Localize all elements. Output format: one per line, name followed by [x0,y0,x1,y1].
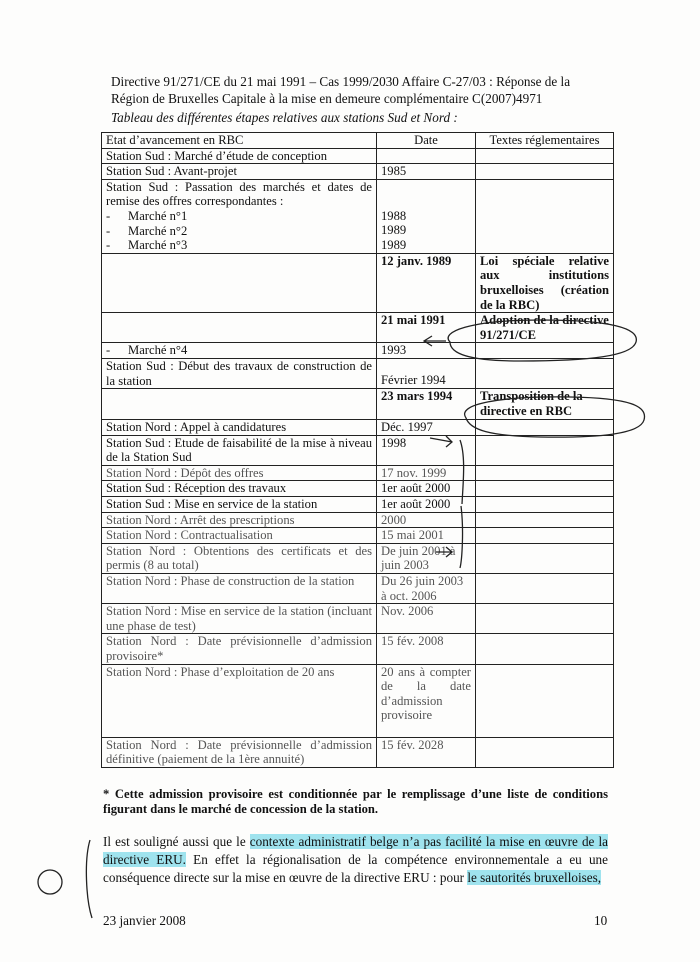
cell-textes [476,634,614,664]
cell-date: 21 mai 1991 [377,313,476,343]
table-row [102,574,614,604]
footnote: * Cette admission provisoire est conditionnée par le remplissage d’une liste de conditions figurant dans le marché de concession de la station. [103,787,608,816]
cell-etat [102,179,377,253]
table-row [102,664,614,737]
cell-textes [476,737,614,767]
cell-etat: Station Sud : Début des travaux de construction de la station [102,358,377,388]
cell-textes [476,512,614,528]
margin-bracket [86,840,92,918]
cell-date: 2000 [377,512,476,528]
cell-date: Nov. 2006 [377,604,476,634]
table-row [102,420,614,436]
header-date: Date [377,133,476,149]
cell-textes [476,420,614,436]
cell-date [377,179,476,253]
marche-date: 1989 [381,223,407,238]
marche-label: Marché n°1 [128,208,188,223]
cell-date [377,148,476,164]
cell-date: 1985 [377,164,476,180]
table-row [102,313,614,343]
cell-textes: Transposition de la directive en RBC [476,389,614,420]
table-row [102,737,614,767]
footer-date: 23 janvier 2008 [103,913,186,928]
table-row [102,497,614,513]
table-row [102,253,614,312]
cell-date: 15 fév. 2008 [377,634,476,664]
table-row [102,465,614,481]
cell-etat: Station Sud : Mise en service de la station [102,497,377,513]
marche-label: Marché n°3 [128,238,188,253]
cell-textes [476,179,614,253]
cell-textes [476,465,614,481]
cell-etat: Station Nord : Contractualisation [102,528,377,544]
margin-circle-mark [38,870,62,894]
document-header [111,73,631,107]
cell-etat [102,389,377,420]
stages-table [101,132,614,768]
cell-textes [476,543,614,573]
date-value: Février 1994 [381,372,446,387]
cell-etat: Station Nord : Arrêt des prescriptions [102,512,377,528]
table-row [102,389,614,420]
cell-date: 1er août 2000 [377,481,476,497]
marches-intro: Station Sud : Passation des marchés et dates de remise des offres correspondantes : [106,179,372,209]
cell-date: Du 26 juin 2003 à oct. 2006 [377,574,476,604]
cell-etat: Station Sud : Avant-projet [102,164,377,180]
cell-etat: Station Nord : Date prévisionnelle d’admission provisoire* [102,634,377,664]
cell-etat: Station Nord : Phase de construction de la station [102,574,377,604]
marche-item: - Marché n°3 [106,238,188,253]
header-textes: Textes réglementaires [476,133,614,149]
table-row [102,343,614,359]
cell-etat: Station Sud : Marché d’étude de conception [102,148,377,164]
cell-etat: Station Nord : Mise en service de la station (incluant une phase de test) [102,604,377,634]
table-row [102,634,614,664]
highlighted-text: contexte administratif belge n’a pas facilité la mise en œuvre de la directive ERU. [103,834,608,867]
cell-textes [476,664,614,737]
table-header-row [102,133,614,149]
paragraph-text: Il est souligné aussi que le [103,834,250,849]
cell-etat: Station Nord : Obtentions des certificats et des permis (8 au total) [102,543,377,573]
marche-item: - Marché n°1 [106,208,188,223]
cell-textes [476,358,614,388]
table-row [102,164,614,180]
cell-date: De juin 2001 à juin 2003 [377,543,476,573]
cell-etat: Station Nord : Appel à candidatures [102,420,377,436]
cell-date: 20 ans à compter de la date d’admission provisoire [377,664,476,737]
cell-date: 23 mars 1994 [377,389,476,420]
marche-label: Marché n°4 [128,343,188,358]
cell-textes [476,343,614,359]
cell-textes [476,481,614,497]
marche-label: Marché n°2 [128,223,188,238]
table-row [102,148,614,164]
cell-textes [476,435,614,465]
paragraph-text: En effet la régionalisation de la compétence environnementale a eu une conséquence directe sur la mise en œuvre de la directive ERU : pour [103,852,608,885]
cell-etat: - Marché n°4 [102,343,377,359]
cell-textes [476,574,614,604]
cell-etat: Station Nord : Dépôt des offres [102,465,377,481]
table-row [102,512,614,528]
cell-textes [476,604,614,634]
cell-textes [476,148,614,164]
table-row [102,604,614,634]
marche-date: 1989 [381,237,407,252]
marche-date: 1988 [381,208,407,223]
cell-date: 1er août 2000 [377,497,476,513]
cell-etat: Station Nord : Date prévisionnelle d’admission définitive (paiement de la 1ère annuité) [102,737,377,767]
table-row [102,358,614,388]
highlighted-text: le sautorités bruxelloises, [467,870,602,885]
cell-date [377,358,476,388]
header-line-2: Région de Bruxelles Capitale à la mise en demeure complémentaire C(2007)4971 [111,91,543,106]
cell-textes [476,164,614,180]
header-etat: Etat d’avancement en RBC [102,133,377,149]
cell-date: 15 mai 2001 [377,528,476,544]
cell-date: 12 janv. 1989 [377,253,476,312]
cell-textes: Loi spéciale relative aux institutions bruxelloises (création de la RBC) [476,253,614,312]
cell-textes [476,528,614,544]
cell-etat: Station Sud : Etude de faisabilité de la mise à niveau de la Station Sud [102,435,377,465]
body-paragraph [103,833,608,887]
cell-date: 1998 [377,435,476,465]
table-row [102,528,614,544]
table-row [102,543,614,573]
table-row [102,435,614,465]
cell-date: 1993 [377,343,476,359]
page-number: 10 [594,913,608,928]
cell-textes [476,497,614,513]
marche-item: - Marché n°2 [106,223,188,238]
cell-date: 15 fév. 2028 [377,737,476,767]
cell-etat: Station Nord : Phase d’exploitation de 20 ans [102,664,377,737]
table-title: Tableau des différentes étapes relatives aux stations Sud et Nord : [111,110,458,125]
table-row [102,481,614,497]
cell-date: Déc. 1997 [377,420,476,436]
cell-textes: Adoption de la directive 91/271/CE [476,313,614,343]
cell-date: 17 nov. 1999 [377,465,476,481]
cell-etat [102,253,377,312]
table-row-marches [102,179,614,253]
cell-etat [102,313,377,343]
cell-etat: Station Sud : Réception des travaux [102,481,377,497]
header-line-1: Directive 91/271/CE du 21 mai 1991 – Cas 1999/2030 Affaire C-27/03 : Réponse de la [111,74,571,89]
